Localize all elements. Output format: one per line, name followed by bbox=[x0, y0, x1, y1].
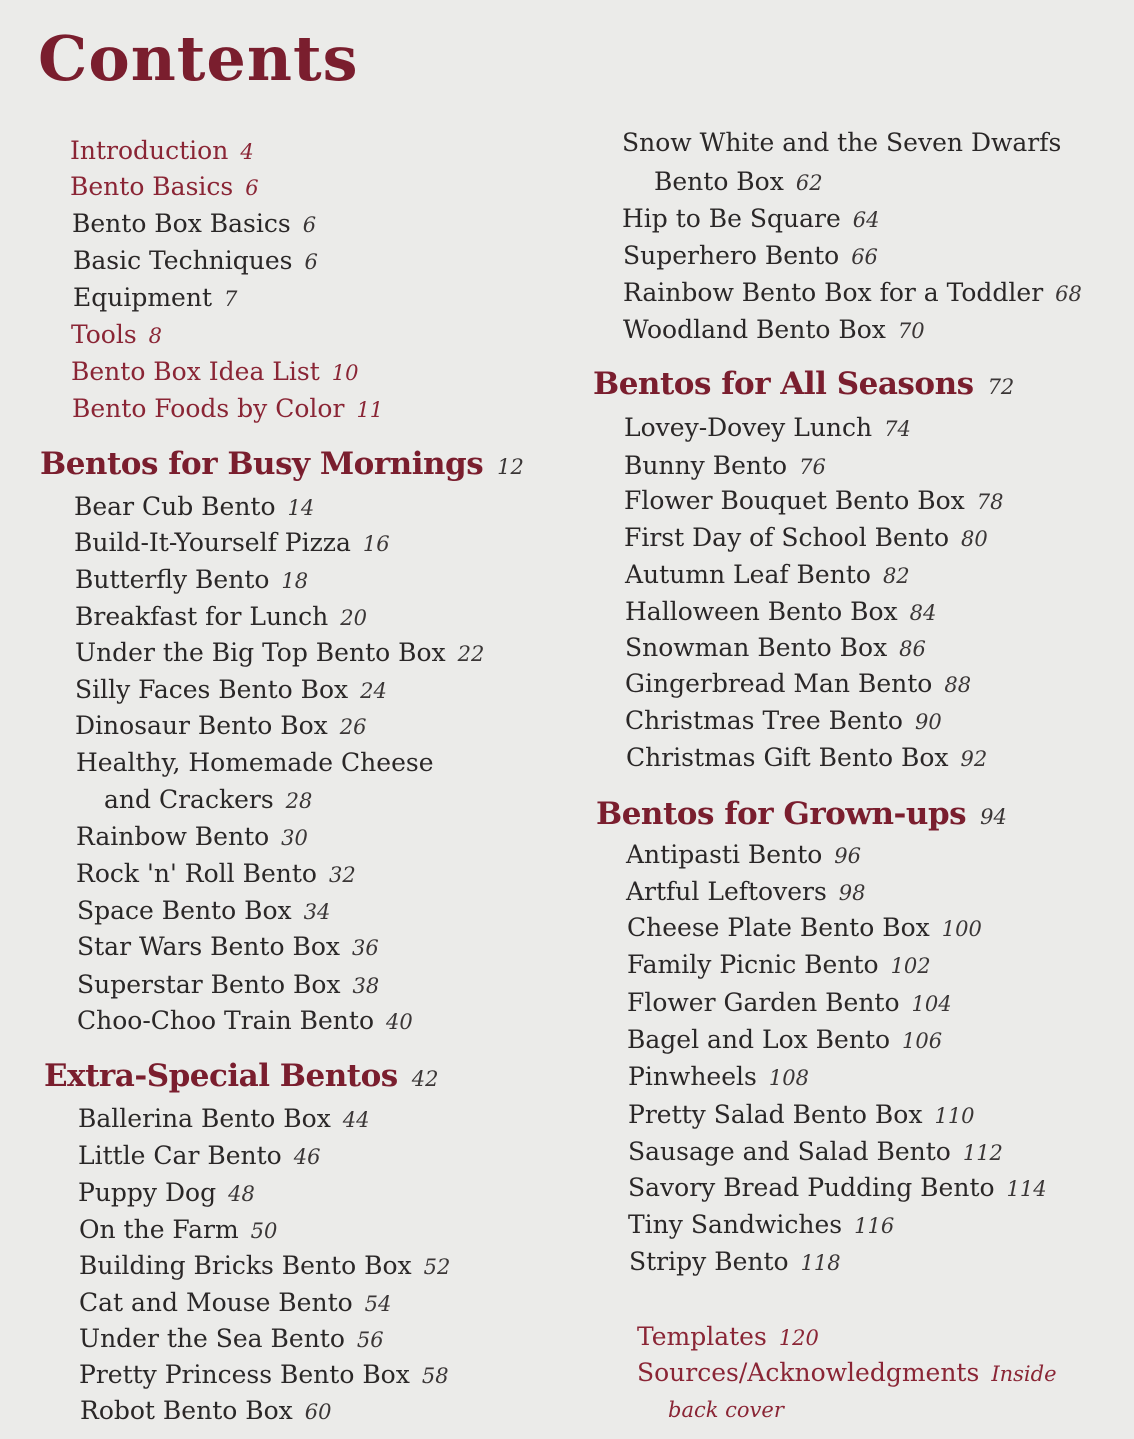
toc-entry bbox=[72, 209, 316, 238]
toc-entry bbox=[627, 988, 952, 1017]
toc-entry-label: Bagel and Lox Bento bbox=[627, 1025, 891, 1054]
toc-entry bbox=[79, 1288, 391, 1317]
toc-entry-label: Hip to Be Square bbox=[622, 204, 841, 233]
page-number: 8 bbox=[148, 324, 163, 348]
section-heading-label: Extra-Special Bentos bbox=[44, 1058, 398, 1094]
page-number: 112 bbox=[962, 1141, 1003, 1165]
page-number: 48 bbox=[228, 1182, 255, 1206]
toc-entry bbox=[624, 413, 911, 442]
toc-entry-label: Rainbow Bento Box for a Toddler bbox=[623, 278, 1044, 307]
page-number: 36 bbox=[351, 936, 379, 960]
page-number: 94 bbox=[980, 805, 1007, 829]
toc-entry bbox=[626, 840, 861, 869]
toc-entry bbox=[625, 706, 942, 735]
page-number: 120 bbox=[778, 1326, 819, 1350]
page-number: 44 bbox=[342, 1108, 370, 1132]
page-number: 84 bbox=[909, 601, 937, 625]
toc-entry-label: Flower Bouquet Bento Box bbox=[624, 486, 965, 515]
toc-entry-label: Pretty Princess Bento Box bbox=[79, 1360, 410, 1389]
toc-entry-label: Woodland Bento Box bbox=[623, 315, 886, 344]
page-number: 58 bbox=[421, 1364, 449, 1388]
page-number: 46 bbox=[293, 1145, 321, 1169]
page-number: 14 bbox=[287, 496, 315, 520]
page-number: 116 bbox=[854, 1214, 895, 1238]
toc-entry-label: Pretty Salad Bento Box bbox=[628, 1100, 923, 1129]
toc-entry bbox=[654, 167, 823, 196]
toc-entry-label: Under the Big Top Bento Box bbox=[75, 638, 446, 667]
toc-entry bbox=[668, 1394, 784, 1423]
page-number: 82 bbox=[882, 564, 910, 588]
toc-entry bbox=[627, 950, 931, 979]
toc-entry bbox=[71, 320, 162, 349]
toc-entry bbox=[626, 877, 866, 906]
page-number: 40 bbox=[386, 1010, 413, 1034]
toc-entry-label: Equipment bbox=[73, 283, 213, 312]
toc-entry-label: Star Wars Bento Box bbox=[77, 932, 340, 961]
page-number: 90 bbox=[914, 710, 942, 734]
toc-entry-label: Cat and Mouse Bento bbox=[79, 1288, 353, 1317]
toc-entry bbox=[625, 669, 971, 698]
page-number: 106 bbox=[902, 1029, 943, 1053]
section-heading bbox=[596, 796, 1007, 832]
toc-entry bbox=[78, 1141, 320, 1170]
toc-entry bbox=[622, 128, 1061, 157]
toc-entry bbox=[72, 394, 383, 423]
toc-entry bbox=[75, 711, 367, 740]
toc-entry bbox=[625, 633, 926, 662]
toc-entry-label: Bento Foods by Color bbox=[72, 394, 345, 423]
toc-entry bbox=[627, 913, 982, 942]
toc-entry-label: Savory Bread Pudding Bento bbox=[628, 1173, 995, 1202]
toc-entry-label: Rainbow Bento bbox=[76, 822, 270, 851]
page-number: 88 bbox=[944, 673, 972, 697]
toc-entry bbox=[625, 597, 936, 626]
page-number: 66 bbox=[851, 245, 878, 269]
toc-entry-label: Build-It-Yourself Pizza bbox=[74, 528, 351, 557]
toc-entry-label: Rock 'n' Roll Bento bbox=[76, 859, 317, 888]
toc-entry bbox=[626, 743, 987, 772]
toc-entry-label: Bunny Bento bbox=[624, 451, 788, 480]
toc-entry bbox=[70, 172, 259, 201]
toc-entry bbox=[637, 1322, 819, 1351]
toc-entry bbox=[79, 1324, 384, 1353]
toc-entry bbox=[623, 241, 878, 270]
page-number: 38 bbox=[352, 974, 380, 998]
toc-entry-label: Family Picnic Bento bbox=[627, 950, 879, 979]
page-number: 100 bbox=[941, 917, 982, 941]
page-number: 78 bbox=[976, 490, 1004, 514]
toc-entry bbox=[77, 970, 379, 999]
toc-entry-label: Healthy, Homemade Cheese bbox=[76, 748, 434, 777]
page-number: 64 bbox=[852, 208, 880, 232]
toc-entry-label: Sausage and Salad Bento bbox=[628, 1137, 951, 1166]
toc-entry bbox=[628, 1062, 809, 1091]
page-number: 6 bbox=[245, 176, 259, 200]
page-title: Contents bbox=[38, 22, 359, 95]
toc-entry bbox=[622, 204, 880, 233]
toc-entry bbox=[624, 486, 1003, 515]
toc-entry bbox=[76, 822, 308, 851]
toc-entry-label: Little Car Bento bbox=[78, 1141, 282, 1170]
toc-entry bbox=[75, 638, 484, 667]
toc-entry-label: Stripy Bento bbox=[629, 1247, 789, 1276]
toc-entry-label: Bento Box Idea List bbox=[71, 357, 320, 386]
toc-entry bbox=[628, 1100, 975, 1129]
page-number: 60 bbox=[304, 1400, 332, 1424]
page-number: 50 bbox=[250, 1219, 278, 1243]
toc-entry bbox=[78, 1104, 370, 1133]
page-number: 62 bbox=[795, 171, 823, 195]
toc-entry-label: Cheese Plate Bento Box bbox=[627, 913, 930, 942]
toc-entry bbox=[629, 1247, 841, 1276]
toc-entry bbox=[73, 283, 237, 312]
toc-entry-label: Basic Techniques bbox=[73, 246, 293, 275]
toc-entry-label: Space Bento Box bbox=[77, 896, 292, 925]
toc-entry bbox=[70, 136, 254, 165]
toc-entry bbox=[624, 451, 826, 480]
page-number: 12 bbox=[497, 455, 524, 479]
toc-entry-label: Robot Bento Box bbox=[80, 1396, 293, 1425]
toc-entry bbox=[104, 785, 312, 814]
toc-entry-label: Snow White and the Seven Dwarfs bbox=[622, 128, 1062, 157]
toc-entry-label: Christmas Tree Bento bbox=[625, 706, 903, 735]
toc-entry-label: Choo-Choo Train Bento bbox=[77, 1006, 374, 1035]
page-number: 86 bbox=[899, 637, 926, 661]
toc-entry-label: Puppy Dog bbox=[78, 1178, 217, 1207]
toc-entry-label: Tiny Sandwiches bbox=[628, 1210, 843, 1239]
page-number: 76 bbox=[799, 455, 826, 479]
page-number: 7 bbox=[224, 287, 238, 311]
page-number: 52 bbox=[423, 1255, 451, 1279]
page-number: 10 bbox=[331, 361, 359, 385]
section-heading bbox=[593, 366, 1014, 402]
toc-entry-label: Butterfly Bento bbox=[75, 565, 270, 594]
page-number: back cover bbox=[668, 1398, 784, 1422]
toc-entry-label: Flower Garden Bento bbox=[627, 988, 900, 1017]
toc-entry bbox=[623, 278, 1082, 307]
toc-entry bbox=[77, 1006, 413, 1035]
toc-entry-label: Under the Sea Bento bbox=[79, 1324, 345, 1353]
page-number: 6 bbox=[304, 250, 318, 274]
toc-entry-label: Snowman Bento Box bbox=[625, 633, 888, 662]
toc-entry bbox=[76, 859, 356, 888]
toc-entry-label: Dinosaur Bento Box bbox=[75, 711, 328, 740]
section-heading bbox=[44, 1058, 438, 1094]
toc-entry bbox=[627, 1025, 942, 1054]
toc-entry-label: Silly Faces Bento Box bbox=[75, 675, 349, 704]
page-number: 24 bbox=[360, 679, 387, 703]
toc-entry-label: Artful Leftovers bbox=[626, 877, 827, 906]
section-heading bbox=[40, 446, 524, 482]
toc-entry-label: On the Farm bbox=[79, 1215, 239, 1244]
toc-entry bbox=[74, 528, 390, 557]
toc-entry bbox=[75, 602, 367, 631]
toc-entry-label: First Day of School Bento bbox=[624, 523, 950, 552]
page-number: 114 bbox=[1006, 1177, 1047, 1201]
toc-entry-label: Tools bbox=[71, 320, 137, 349]
toc-entry bbox=[625, 560, 910, 589]
section-heading-label: Bentos for Busy Mornings bbox=[40, 446, 484, 482]
toc-entry bbox=[637, 1358, 1057, 1387]
toc-entry bbox=[80, 1396, 332, 1425]
page-number: 20 bbox=[340, 606, 367, 630]
toc-entry-label: Building Bricks Bento Box bbox=[79, 1251, 412, 1280]
toc-entry bbox=[628, 1210, 894, 1239]
page-number: 92 bbox=[960, 747, 988, 771]
toc-entry bbox=[624, 523, 988, 552]
page-number: 110 bbox=[934, 1104, 975, 1128]
toc-entry bbox=[77, 896, 330, 925]
page-number: 80 bbox=[961, 527, 988, 551]
page-number: 74 bbox=[884, 417, 911, 441]
toc-entry bbox=[75, 565, 308, 594]
toc-entry-label: Bear Cub Bento bbox=[74, 492, 276, 521]
page-number: 102 bbox=[890, 954, 931, 978]
toc-entry bbox=[73, 246, 318, 275]
toc-entry bbox=[79, 1360, 449, 1389]
toc-entry bbox=[71, 357, 359, 386]
page-number: 72 bbox=[987, 375, 1015, 399]
toc-entry-label: Halloween Bento Box bbox=[625, 597, 898, 626]
toc-entry-label: Bento Box bbox=[654, 167, 784, 196]
toc-entry-label: Templates bbox=[637, 1322, 767, 1351]
section-heading-label: Bentos for Grown-ups bbox=[596, 796, 967, 832]
page-number: 18 bbox=[281, 569, 309, 593]
page-number: 42 bbox=[411, 1067, 439, 1091]
toc-entry bbox=[78, 1178, 255, 1207]
section-heading-label: Bentos for All Seasons bbox=[593, 366, 974, 402]
page-number: 96 bbox=[834, 844, 862, 868]
toc-entry bbox=[77, 932, 379, 961]
page-number: 26 bbox=[339, 715, 367, 739]
toc-entry bbox=[76, 748, 434, 777]
page-number: 98 bbox=[838, 881, 866, 905]
toc-entry-label: Bento Box Basics bbox=[72, 209, 291, 238]
toc-entry bbox=[75, 675, 387, 704]
page-number: 28 bbox=[285, 789, 313, 813]
toc-entry-label: and Crackers bbox=[104, 785, 274, 814]
toc-entry-label: Gingerbread Man Bento bbox=[625, 669, 933, 698]
toc-entry-label: Ballerina Bento Box bbox=[78, 1104, 331, 1133]
toc-entry-label: Bento Basics bbox=[70, 172, 234, 201]
toc-entry-label: Antipasti Bento bbox=[626, 840, 823, 869]
page-number: 16 bbox=[362, 532, 390, 556]
page-number: 22 bbox=[457, 642, 485, 666]
page-number: 104 bbox=[911, 992, 952, 1016]
toc-entry-label: Christmas Gift Bento Box bbox=[626, 743, 949, 772]
toc-entry-label: Lovey-Dovey Lunch bbox=[624, 413, 873, 442]
toc-entry bbox=[623, 315, 925, 344]
page-number: 70 bbox=[897, 319, 925, 343]
page-number: 30 bbox=[281, 826, 308, 850]
page-number: 6 bbox=[302, 213, 317, 237]
toc-entry bbox=[628, 1173, 1047, 1202]
toc-entry bbox=[79, 1215, 277, 1244]
page-number: 4 bbox=[240, 140, 254, 164]
toc-entry-label: Introduction bbox=[70, 136, 229, 165]
page-number: 34 bbox=[303, 900, 331, 924]
page-number: 11 bbox=[356, 398, 384, 422]
page-number: 32 bbox=[328, 863, 356, 887]
toc-entry-label: Superhero Bento bbox=[623, 241, 840, 270]
page-number: 54 bbox=[364, 1292, 392, 1316]
toc-entry bbox=[74, 492, 314, 521]
toc-entry-label: Pinwheels bbox=[628, 1062, 757, 1091]
page-number: 68 bbox=[1055, 282, 1082, 306]
page-number: 56 bbox=[356, 1328, 384, 1352]
toc-entry-label: Superstar Bento Box bbox=[77, 970, 341, 999]
page-number: 108 bbox=[768, 1066, 809, 1090]
toc-entry-label: Breakfast for Lunch bbox=[75, 602, 329, 631]
toc-entry bbox=[628, 1137, 1003, 1166]
toc-entry-label: Autumn Leaf Bento bbox=[625, 560, 871, 589]
toc-entry-label: Sources/Acknowledgments bbox=[637, 1358, 980, 1387]
page-number: Inside bbox=[991, 1362, 1057, 1386]
page-number: 118 bbox=[800, 1251, 841, 1275]
toc-entry bbox=[79, 1251, 450, 1280]
